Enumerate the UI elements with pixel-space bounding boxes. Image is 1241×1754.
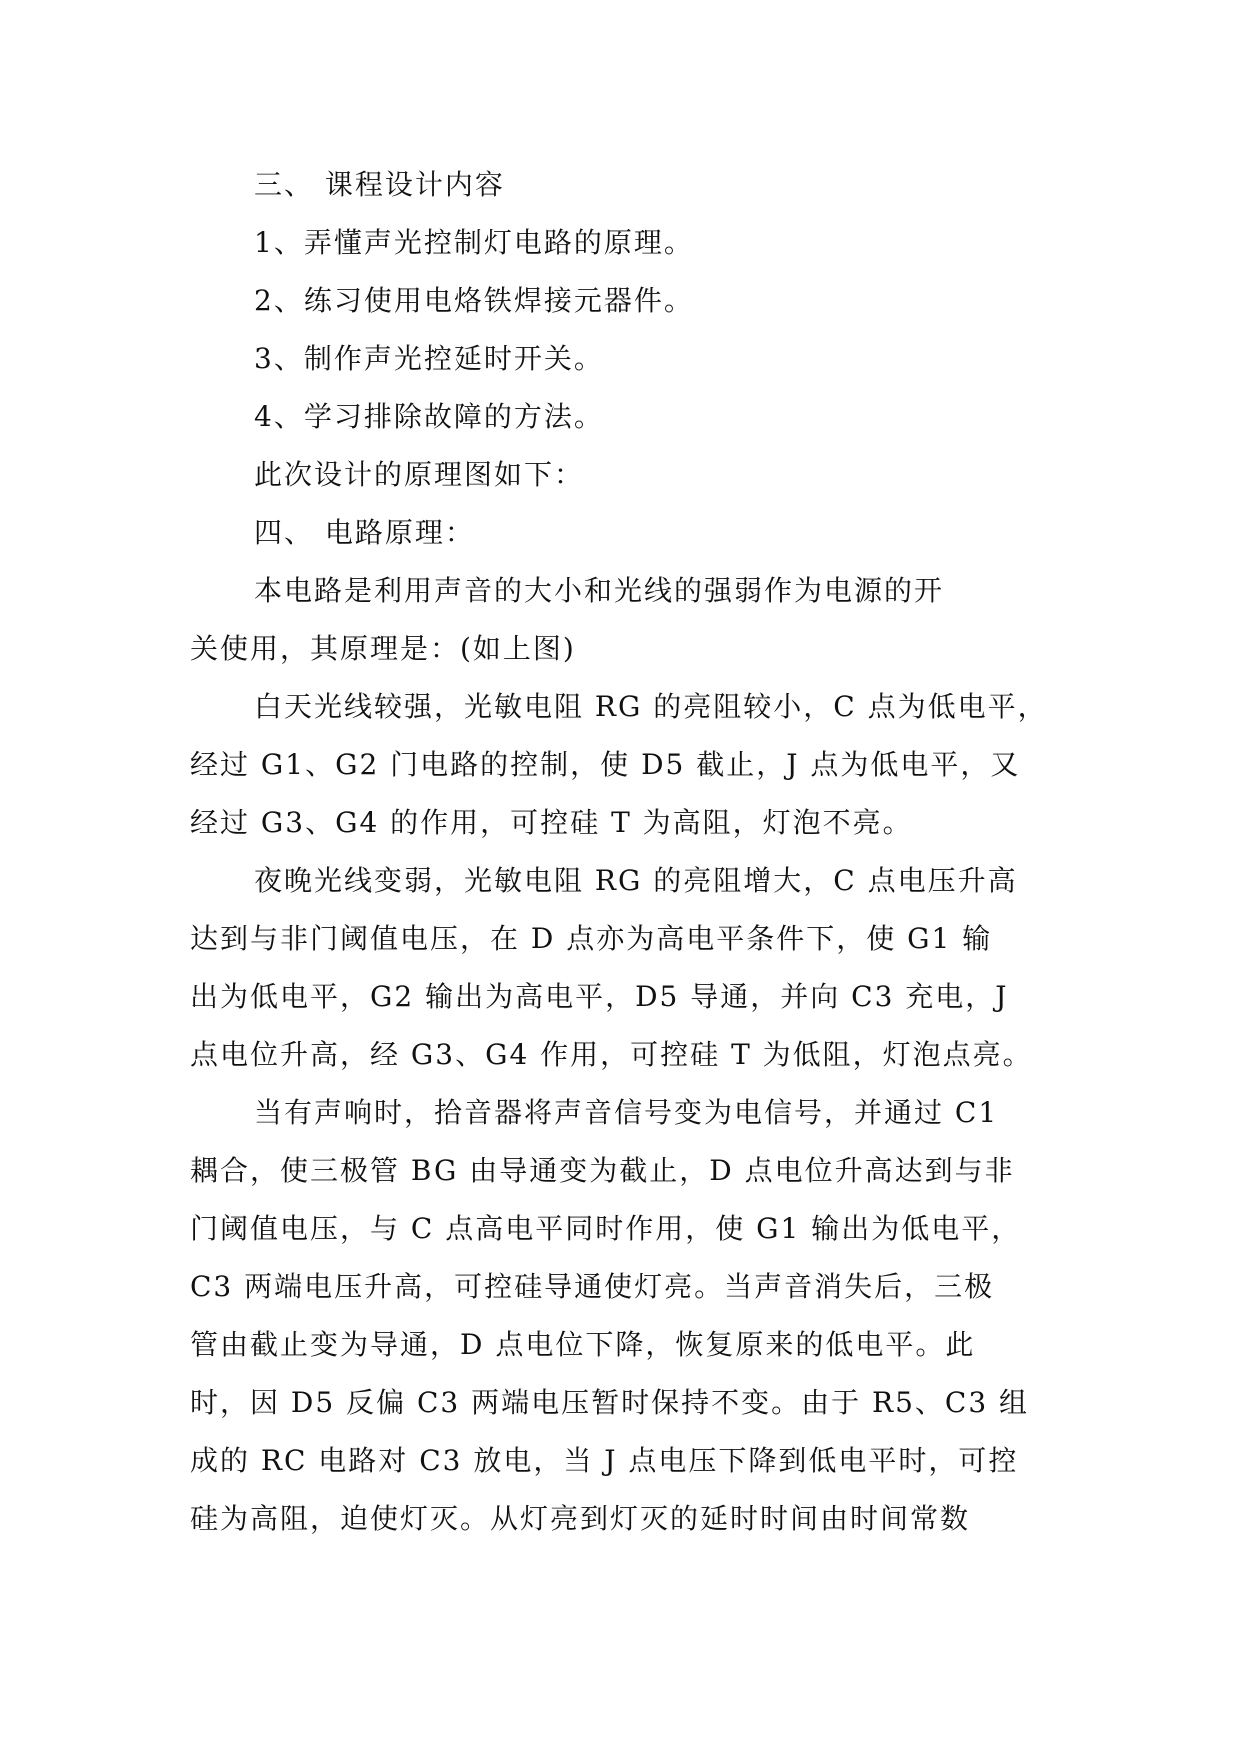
paragraph-line: 经过 G1、G2 门电路的控制，使 D5 截止，J 点为低电平，又 [190, 748, 1021, 781]
paragraph-line: 耦合，使三极管 BG 由导通变为截止，D 点电位升高达到与非 [190, 1154, 1015, 1187]
paragraph-line: 关使用，其原理是：(如上图) [190, 632, 576, 665]
list-item: 2、练习使用电烙铁焊接元器件。 [254, 284, 694, 317]
paragraph-line: C3 两端电压升高，可控硅导通使灯亮。当声音消失后，三极 [190, 1270, 995, 1303]
paragraph-line: 管由截止变为导通，D 点电位下降，恢复原来的低电平。此 [190, 1328, 976, 1361]
section-heading-3: 三、 课程设计内容 [254, 168, 505, 201]
paragraph-line: 夜晚光线变弱，光敏电阻 RG 的亮阻增大，C 点电压升高 [254, 864, 1018, 897]
diagram-note: 此次设计的原理图如下： [254, 458, 585, 491]
paragraph-line: 点电位升高，经 G3、G4 作用，可控硅 T 为低阻，灯泡点亮。 [190, 1038, 1033, 1071]
list-item: 4、学习排除故障的方法。 [254, 400, 604, 433]
paragraph-line: 门阈值电压，与 C 点高电平同时作用，使 G1 输出为低电平， [190, 1212, 1022, 1245]
list-item: 3、制作声光控延时开关。 [254, 342, 604, 375]
paragraph-line: 当有声响时，拾音器将声音信号变为电信号，并通过 C1 [254, 1096, 999, 1129]
paragraph-line: 成的 RC 电路对 C3 放电，当 J 点电压下降到低电平时，可控 [190, 1444, 1019, 1477]
text-body [190, 156, 1052, 1548]
paragraph-line: 经过 G3、G4 的作用，可控硅 T 为高阻，灯泡不亮。 [190, 806, 913, 839]
section-heading-4: 四、 电路原理： [254, 516, 475, 549]
list-item: 1、弄懂声光控制灯电路的原理。 [254, 226, 694, 259]
paragraph-line: 出为低电平，G2 输出为高电平，D5 导通，并向 C3 充电，J [190, 980, 1009, 1013]
paragraph-line: 时，因 D5 反偏 C3 两端电压暂时保持不变。由于 R5、C3 组 [190, 1386, 1030, 1419]
paragraph-line: 白天光线较强，光敏电阻 RG 的亮阻较小，C 点为低电平， [254, 690, 1048, 723]
paragraph-line: 硅为高阻，迫使灯灭。从灯亮到灯灭的延时时间由时间常数 [190, 1502, 971, 1535]
paragraph-line: 本电路是利用声音的大小和光线的强弱作为电源的开 [254, 574, 945, 607]
paragraph-line: 达到与非门阈值电压，在 D 点亦为高电平条件下，使 G1 输 [190, 922, 993, 955]
